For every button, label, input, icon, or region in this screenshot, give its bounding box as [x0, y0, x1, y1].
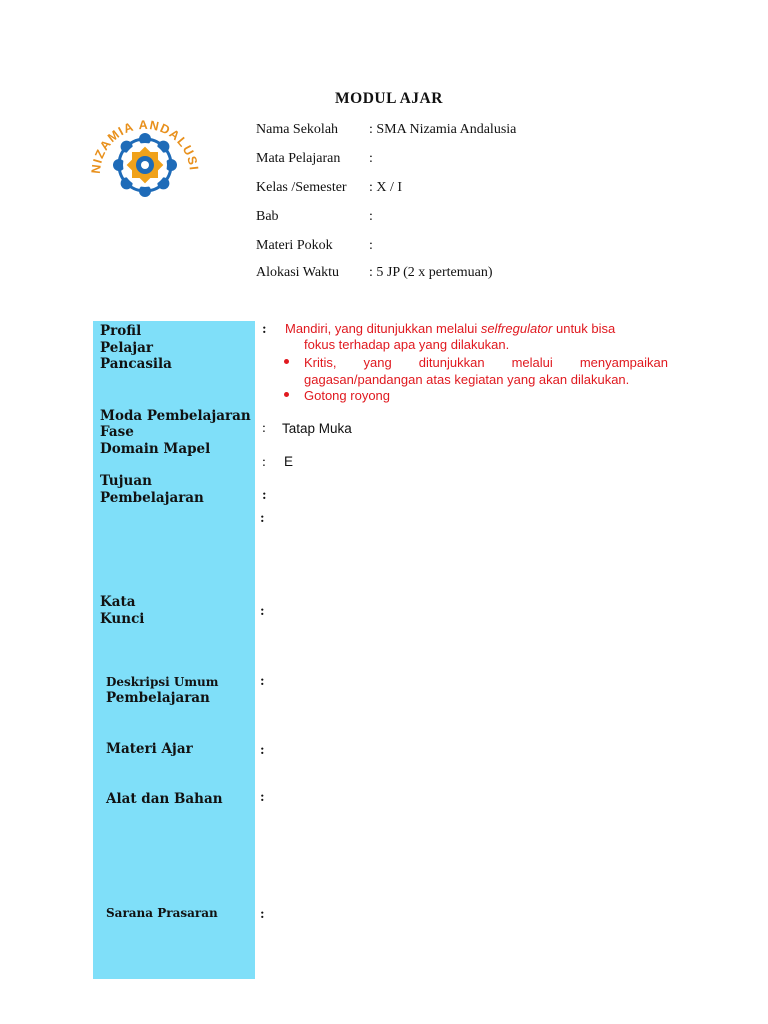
label-profil-line2: Pelajar — [100, 339, 153, 356]
bullet-dot-icon — [284, 359, 289, 364]
info-label-materi-pokok: Materi Pokok — [256, 238, 333, 253]
info-label-alokasi-waktu: Alokasi Waktu — [256, 265, 339, 280]
kata-kunci-colon: : — [260, 604, 265, 619]
moda-value: Tatap Muka — [282, 421, 352, 436]
logo-emblem-icon — [90, 112, 200, 207]
label-tujuan-pembelajaran — [100, 473, 204, 506]
bullet-dot-icon — [284, 392, 289, 397]
label-kata-line2: Kunci — [100, 610, 145, 627]
label-fase: Fase — [100, 424, 134, 440]
deskripsi-colon: : — [260, 674, 265, 689]
svg-text:NIZAMIA ANDALUSIA: NIZAMIA ANDALUSI — [90, 117, 200, 175]
profil-item-kritis-line2: gagasan/pandangan atas kegiatan yang akan dilakukan. — [304, 372, 630, 387]
materi-ajar-colon: : — [260, 743, 265, 758]
profil-item-mandiri-line2: fokus terhadap apa yang dilakukan. — [304, 337, 510, 352]
info-value-nama-sekolah: : SMA Nizamia Andalusia — [369, 122, 517, 137]
info-label-kelas-semester: Kelas /Semester — [256, 180, 347, 195]
label-kata-line1: Kata — [100, 594, 136, 610]
label-alat-dan-bahan: Alat dan Bahan — [106, 791, 223, 807]
profil-colon-text: : — [262, 322, 267, 337]
info-value-mata-pelajaran: : — [369, 151, 373, 166]
profil-item-mandiri — [285, 321, 668, 337]
label-tujuan-line1: Tujuan — [100, 473, 152, 489]
label-kata-kunci — [100, 594, 144, 627]
info-value-kelas-semester: : X / I — [369, 180, 403, 195]
label-deskripsi-umum-pembelajaran — [106, 674, 218, 707]
profil-item-kritis: Kritis, yang ditunjukkan melalui menyampaikan — [304, 355, 668, 370]
alat-bahan-colon: : — [260, 790, 265, 805]
info-label-nama-sekolah: Nama Sekolah — [256, 122, 339, 137]
mandiri-text-end: untuk bisa — [552, 321, 616, 336]
label-moda-pembelajaran: Moda Pembelajaran — [100, 408, 251, 424]
mandiri-text: Mandiri, yang ditunjukkan melalui — [285, 321, 481, 336]
domain-colon: : — [262, 488, 267, 503]
label-materi-ajar: Materi Ajar — [106, 741, 193, 757]
label-tujuan-line2: Pembelajaran — [100, 489, 204, 506]
info-value-bab: : — [369, 209, 373, 224]
label-deskripsi-line2: Pembelajaran — [106, 690, 210, 706]
label-profil-line3: Pancasila — [100, 356, 172, 372]
label-domain-mapel: Domain Mapel — [100, 441, 211, 457]
info-label-mata-pelajaran: Mata Pelajaran — [256, 151, 341, 166]
sarana-colon: : — [260, 907, 265, 922]
school-logo — [90, 112, 200, 207]
label-sarana-prasaran: Sarana Prasaran — [106, 906, 218, 920]
tujuan-colon: : — [260, 511, 265, 526]
fase-value: E — [284, 454, 294, 469]
label-profil-pelajar-pancasila — [100, 323, 172, 373]
label-deskripsi-line1: Deskripsi Umum — [106, 675, 219, 689]
profil-item-gotong-royong: Gotong royong — [304, 388, 391, 403]
mandiri-emphasis: selfregulator — [480, 321, 553, 336]
page-title: MODUL AJAR — [335, 90, 443, 107]
info-value-alokasi-waktu: : 5 JP (2 x pertemuan) — [369, 265, 493, 280]
info-value-materi-pokok: : — [369, 238, 373, 253]
profil-colon — [262, 321, 267, 338]
moda-colon: : — [262, 421, 266, 436]
label-profil-line1: Profil — [100, 323, 142, 339]
info-label-bab: Bab — [256, 209, 279, 224]
fase-colon: : — [262, 455, 266, 470]
